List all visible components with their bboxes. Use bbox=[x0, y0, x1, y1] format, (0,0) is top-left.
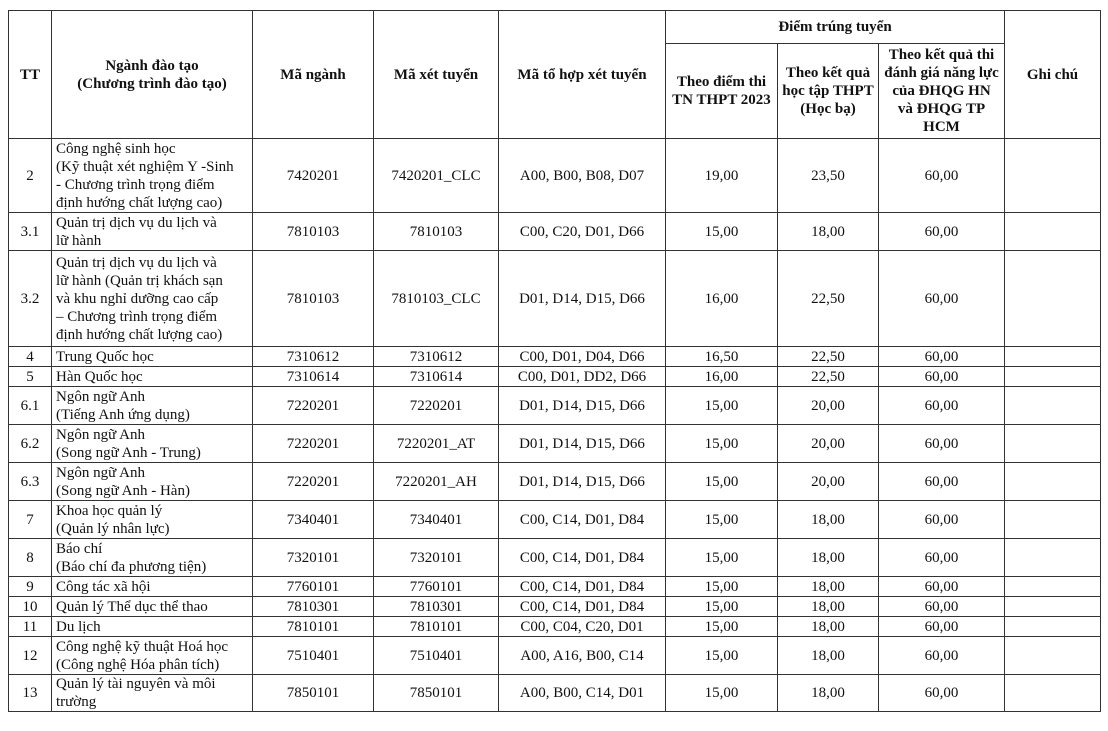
nganh-line: Quản lý tài nguyên và môi bbox=[56, 676, 216, 692]
cell-diem-thpt: 15,00 bbox=[666, 577, 778, 597]
cell-tt: 4 bbox=[9, 347, 52, 367]
table-row bbox=[9, 347, 1101, 367]
cell-ma-nganh: 7220201 bbox=[253, 387, 374, 425]
table-row bbox=[9, 387, 1101, 425]
cell-diem-dgnl: 60,00 bbox=[879, 597, 1005, 617]
cell-diem-hoc-ba: 18,00 bbox=[778, 597, 879, 617]
cell-nganh-dao-tao bbox=[52, 577, 253, 597]
cell-diem-dgnl: 60,00 bbox=[879, 617, 1005, 637]
cell-diem-dgnl: 60,00 bbox=[879, 139, 1005, 213]
cell-ghi-chu bbox=[1005, 539, 1101, 577]
cell-ma-to-hop: C00, C14, D01, D84 bbox=[499, 539, 666, 577]
nganh-line: Quản trị dịch vụ du lịch và bbox=[56, 214, 217, 231]
header-diem-trung-tuyen: Điểm trúng tuyển bbox=[666, 11, 1005, 44]
nganh-line: và khu nghỉ dưỡng cao cấp bbox=[56, 290, 219, 307]
cell-diem-dgnl: 60,00 bbox=[879, 539, 1005, 577]
cell-tt: 6.1 bbox=[9, 387, 52, 425]
nganh-line: Trung Quốc học bbox=[56, 348, 154, 365]
nganh-line: Hàn Quốc học bbox=[56, 368, 143, 385]
cell-nganh-dao-tao bbox=[52, 463, 253, 501]
nganh-line: – Chương trình trọng điểm bbox=[56, 308, 218, 325]
cell-diem-hoc-ba: 22,50 bbox=[778, 367, 879, 387]
cell-diem-thpt: 15,00 bbox=[666, 463, 778, 501]
cell-diem-thpt: 15,00 bbox=[666, 213, 778, 251]
nganh-line: Công tác xã hội bbox=[56, 578, 151, 595]
cell-diem-hoc-ba: 18,00 bbox=[778, 501, 879, 539]
table-row bbox=[9, 597, 1101, 617]
cell-diem-dgnl: 60,00 bbox=[879, 675, 1005, 712]
table-row bbox=[9, 617, 1101, 637]
cell-ma-to-hop: C00, C04, C20, D01 bbox=[499, 617, 666, 637]
cell-diem-dgnl: 60,00 bbox=[879, 251, 1005, 347]
cell-ghi-chu bbox=[1005, 501, 1101, 539]
nganh-line: lữ hành (Quản trị khách sạn bbox=[56, 272, 223, 289]
cell-nganh-dao-tao bbox=[52, 213, 253, 251]
cell-ma-xet-tuyen: 7810103_CLC bbox=[374, 251, 499, 347]
cell-ghi-chu bbox=[1005, 577, 1101, 597]
table-body bbox=[9, 139, 1101, 712]
header-diem-hoc-ba: Theo kết quả học tập THPT (Học bạ) bbox=[778, 44, 879, 139]
cell-diem-hoc-ba: 18,00 bbox=[778, 675, 879, 712]
cell-tt: 6.2 bbox=[9, 425, 52, 463]
cell-ghi-chu bbox=[1005, 213, 1101, 251]
cell-ma-nganh: 7310614 bbox=[253, 367, 374, 387]
cell-ma-xet-tuyen: 7810103 bbox=[374, 213, 499, 251]
nganh-line: (Kỹ thuật xét nghiệm Y -Sinh bbox=[56, 158, 234, 175]
cell-diem-dgnl: 60,00 bbox=[879, 577, 1005, 597]
nganh-line: Ngôn ngữ Anh bbox=[56, 464, 145, 481]
nganh-line: trường bbox=[56, 694, 97, 710]
cell-ma-nganh: 7810301 bbox=[253, 597, 374, 617]
cell-diem-thpt: 16,00 bbox=[666, 251, 778, 347]
cell-ma-to-hop: C00, C14, D01, D84 bbox=[499, 597, 666, 617]
cell-ghi-chu bbox=[1005, 139, 1101, 213]
header-nganh-line-1: Ngành đào tạo bbox=[105, 57, 199, 74]
admission-score-table bbox=[8, 10, 1101, 712]
table-row bbox=[9, 139, 1101, 213]
cell-nganh-dao-tao bbox=[52, 501, 253, 539]
cell-diem-hoc-ba: 18,00 bbox=[778, 539, 879, 577]
cell-tt: 10 bbox=[9, 597, 52, 617]
cell-tt: 13 bbox=[9, 675, 52, 712]
table-row bbox=[9, 577, 1101, 597]
cell-ghi-chu bbox=[1005, 387, 1101, 425]
cell-tt: 3.2 bbox=[9, 251, 52, 347]
cell-diem-hoc-ba: 18,00 bbox=[778, 617, 879, 637]
cell-ghi-chu bbox=[1005, 367, 1101, 387]
header-ma-to-hop: Mã tổ hợp xét tuyển bbox=[499, 11, 666, 139]
nganh-line: Ngôn ngữ Anh bbox=[56, 388, 145, 405]
cell-tt: 5 bbox=[9, 367, 52, 387]
cell-ma-to-hop: C00, C14, D01, D84 bbox=[499, 501, 666, 539]
cell-ma-nganh: 7810101 bbox=[253, 617, 374, 637]
cell-ma-xet-tuyen: 7340401 bbox=[374, 501, 499, 539]
cell-ma-nganh: 7320101 bbox=[253, 539, 374, 577]
cell-tt: 7 bbox=[9, 501, 52, 539]
nganh-line: (Song ngữ Anh - Hàn) bbox=[56, 482, 190, 499]
cell-ghi-chu bbox=[1005, 617, 1101, 637]
cell-tt: 11 bbox=[9, 617, 52, 637]
cell-diem-thpt: 16,50 bbox=[666, 347, 778, 367]
cell-ma-to-hop: D01, D14, D15, D66 bbox=[499, 251, 666, 347]
table-row bbox=[9, 539, 1101, 577]
cell-ghi-chu bbox=[1005, 675, 1101, 712]
nganh-line: (Quản lý nhân lực) bbox=[56, 520, 170, 537]
cell-diem-hoc-ba: 20,00 bbox=[778, 463, 879, 501]
cell-nganh-dao-tao bbox=[52, 425, 253, 463]
nganh-line: Quản trị dịch vụ du lịch và bbox=[56, 254, 217, 271]
cell-ma-xet-tuyen: 7320101 bbox=[374, 539, 499, 577]
cell-ghi-chu bbox=[1005, 463, 1101, 501]
cell-diem-hoc-ba: 22,50 bbox=[778, 251, 879, 347]
cell-ma-nganh: 7420201 bbox=[253, 139, 374, 213]
admission-score-sheet bbox=[8, 10, 1101, 712]
cell-diem-dgnl: 60,00 bbox=[879, 347, 1005, 367]
table-row bbox=[9, 251, 1101, 347]
cell-ghi-chu bbox=[1005, 347, 1101, 367]
cell-ma-xet-tuyen: 7850101 bbox=[374, 675, 499, 712]
cell-tt: 6.3 bbox=[9, 463, 52, 501]
cell-diem-dgnl: 60,00 bbox=[879, 637, 1005, 675]
cell-tt: 8 bbox=[9, 539, 52, 577]
cell-diem-hoc-ba: 23,50 bbox=[778, 139, 879, 213]
cell-ma-to-hop: D01, D14, D15, D66 bbox=[499, 425, 666, 463]
cell-diem-thpt: 15,00 bbox=[666, 539, 778, 577]
cell-ma-nganh: 7220201 bbox=[253, 425, 374, 463]
cell-ma-nganh: 7810103 bbox=[253, 251, 374, 347]
cell-ghi-chu bbox=[1005, 597, 1101, 617]
cell-ma-nganh: 7810103 bbox=[253, 213, 374, 251]
cell-ma-nganh: 7850101 bbox=[253, 675, 374, 712]
cell-diem-hoc-ba: 18,00 bbox=[778, 637, 879, 675]
header-nganh-dao-tao bbox=[52, 11, 253, 139]
cell-diem-thpt: 15,00 bbox=[666, 675, 778, 712]
cell-ma-to-hop: A00, B00, C14, D01 bbox=[499, 675, 666, 712]
cell-ma-nganh: 7760101 bbox=[253, 577, 374, 597]
cell-tt: 2 bbox=[9, 139, 52, 213]
cell-ma-xet-tuyen: 7510401 bbox=[374, 637, 499, 675]
cell-ma-to-hop: C00, C14, D01, D84 bbox=[499, 577, 666, 597]
cell-diem-dgnl: 60,00 bbox=[879, 463, 1005, 501]
table-row bbox=[9, 367, 1101, 387]
cell-diem-hoc-ba: 22,50 bbox=[778, 347, 879, 367]
cell-ma-xet-tuyen: 7310614 bbox=[374, 367, 499, 387]
cell-tt: 12 bbox=[9, 637, 52, 675]
cell-ma-nganh: 7510401 bbox=[253, 637, 374, 675]
header-ma-nganh: Mã ngành bbox=[253, 11, 374, 139]
table-row bbox=[9, 213, 1101, 251]
nganh-line: (Báo chí đa phương tiện) bbox=[56, 558, 207, 575]
header-ma-xet-tuyen: Mã xét tuyển bbox=[374, 11, 499, 139]
table-row bbox=[9, 675, 1101, 712]
nganh-line: lữ hành bbox=[56, 232, 102, 249]
cell-ma-xet-tuyen: 7220201_AH bbox=[374, 463, 499, 501]
cell-tt: 9 bbox=[9, 577, 52, 597]
cell-diem-thpt: 16,00 bbox=[666, 367, 778, 387]
cell-ma-xet-tuyen: 7810301 bbox=[374, 597, 499, 617]
nganh-line: Du lịch bbox=[56, 618, 101, 635]
cell-nganh-dao-tao bbox=[52, 347, 253, 367]
cell-diem-hoc-ba: 18,00 bbox=[778, 577, 879, 597]
cell-diem-hoc-ba: 18,00 bbox=[778, 213, 879, 251]
nganh-line: Quản lý Thể dục thể thao bbox=[56, 598, 208, 615]
cell-diem-dgnl: 60,00 bbox=[879, 425, 1005, 463]
cell-diem-dgnl: 60,00 bbox=[879, 213, 1005, 251]
cell-diem-thpt: 15,00 bbox=[666, 425, 778, 463]
nganh-line: Ngôn ngữ Anh bbox=[56, 426, 145, 443]
cell-nganh-dao-tao bbox=[52, 675, 253, 712]
cell-ma-to-hop: C00, C20, D01, D66 bbox=[499, 213, 666, 251]
header-diem-dgnl: Theo kết quả thi đánh giá năng lực của ĐHQG HN và ĐHQG TP HCM bbox=[879, 44, 1005, 139]
cell-ma-to-hop: D01, D14, D15, D66 bbox=[499, 387, 666, 425]
header-diem-thpt: Theo điểm thi TN THPT 2023 bbox=[666, 44, 778, 139]
cell-nganh-dao-tao bbox=[52, 617, 253, 637]
cell-nganh-dao-tao bbox=[52, 597, 253, 617]
header-tt: TT bbox=[9, 11, 52, 139]
cell-ma-xet-tuyen: 7220201_AT bbox=[374, 425, 499, 463]
cell-nganh-dao-tao bbox=[52, 139, 253, 213]
cell-nganh-dao-tao bbox=[52, 251, 253, 347]
cell-ma-to-hop: D01, D14, D15, D66 bbox=[499, 463, 666, 501]
cell-diem-dgnl: 60,00 bbox=[879, 387, 1005, 425]
cell-diem-thpt: 15,00 bbox=[666, 597, 778, 617]
cell-tt: 3.1 bbox=[9, 213, 52, 251]
cell-ghi-chu bbox=[1005, 251, 1101, 347]
cell-diem-thpt: 19,00 bbox=[666, 139, 778, 213]
cell-diem-thpt: 15,00 bbox=[666, 637, 778, 675]
table-row bbox=[9, 463, 1101, 501]
nganh-line: (Công nghệ Hóa phân tích) bbox=[56, 656, 220, 673]
cell-ma-to-hop: C00, D01, DD2, D66 bbox=[499, 367, 666, 387]
table-row bbox=[9, 501, 1101, 539]
cell-nganh-dao-tao bbox=[52, 387, 253, 425]
cell-ma-to-hop: C00, D01, D04, D66 bbox=[499, 347, 666, 367]
cell-ma-xet-tuyen: 7420201_CLC bbox=[374, 139, 499, 213]
nganh-line: (Song ngữ Anh - Trung) bbox=[56, 444, 201, 461]
cell-ma-to-hop: A00, B00, B08, D07 bbox=[499, 139, 666, 213]
cell-diem-thpt: 15,00 bbox=[666, 617, 778, 637]
cell-ma-nganh: 7310612 bbox=[253, 347, 374, 367]
nganh-line: định hướng chất lượng cao) bbox=[56, 194, 223, 211]
nganh-line: Công nghệ kỹ thuật Hoá học bbox=[56, 638, 229, 655]
cell-diem-thpt: 15,00 bbox=[666, 501, 778, 539]
cell-nganh-dao-tao bbox=[52, 367, 253, 387]
cell-ma-to-hop: A00, A16, B00, C14 bbox=[499, 637, 666, 675]
cell-nganh-dao-tao bbox=[52, 539, 253, 577]
cell-diem-dgnl: 60,00 bbox=[879, 367, 1005, 387]
nganh-line: Báo chí bbox=[56, 540, 103, 557]
table-row bbox=[9, 637, 1101, 675]
cell-diem-dgnl: 60,00 bbox=[879, 501, 1005, 539]
cell-ma-xet-tuyen: 7760101 bbox=[374, 577, 499, 597]
table-row bbox=[9, 425, 1101, 463]
cell-ma-xet-tuyen: 7220201 bbox=[374, 387, 499, 425]
nganh-line: (Tiếng Anh ứng dụng) bbox=[56, 406, 190, 423]
nganh-line: - Chương trình trọng điểm bbox=[56, 176, 215, 193]
cell-ma-nganh: 7220201 bbox=[253, 463, 374, 501]
cell-ma-xet-tuyen: 7310612 bbox=[374, 347, 499, 367]
header-nganh-line-2: (Chương trình đào tạo) bbox=[77, 75, 227, 92]
cell-ma-xet-tuyen: 7810101 bbox=[374, 617, 499, 637]
nganh-line: định hướng chất lượng cao) bbox=[56, 326, 223, 343]
header-ghi-chu: Ghi chú bbox=[1005, 11, 1101, 139]
cell-ghi-chu bbox=[1005, 425, 1101, 463]
cell-nganh-dao-tao bbox=[52, 637, 253, 675]
cell-diem-hoc-ba: 20,00 bbox=[778, 387, 879, 425]
cell-ma-nganh: 7340401 bbox=[253, 501, 374, 539]
cell-diem-thpt: 15,00 bbox=[666, 387, 778, 425]
cell-diem-hoc-ba: 20,00 bbox=[778, 425, 879, 463]
nganh-line: Công nghệ sinh học bbox=[56, 140, 176, 157]
cell-ghi-chu bbox=[1005, 637, 1101, 675]
nganh-line: Khoa học quản lý bbox=[56, 502, 163, 519]
